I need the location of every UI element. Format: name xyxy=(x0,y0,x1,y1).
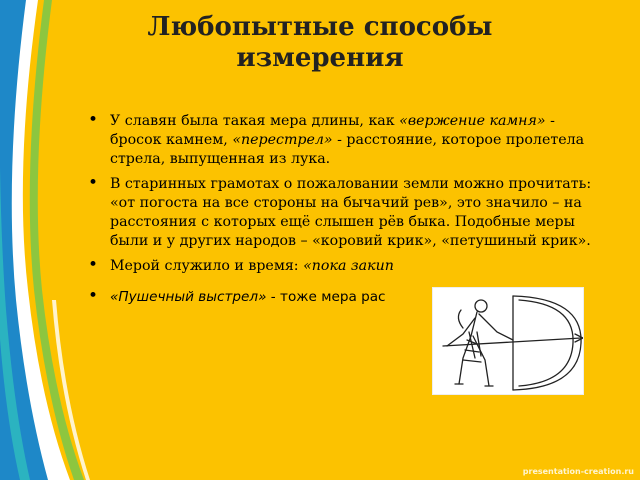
bullet-item xyxy=(88,257,608,276)
bullet-text: У славян была такая мера длины, как xyxy=(110,113,400,129)
bullet-text: - расстояние, которое пролетела стрела, выпущенная из лука. xyxy=(110,132,585,167)
bullet-text: - бросок камнем, xyxy=(110,113,555,148)
bullet-text: Мерой служило и время: xyxy=(110,258,304,274)
bullet-item xyxy=(88,112,608,169)
archer-drawing-icon xyxy=(433,288,583,394)
archer-drawing xyxy=(432,287,584,395)
bullet-text: - тоже мера рас xyxy=(266,289,386,305)
decorative-stripes xyxy=(0,0,90,480)
bullet-emphasis: «вержение камня» xyxy=(399,113,546,129)
footer-watermark: presentation-creation.ru xyxy=(522,467,634,476)
bullet-emphasis: «Пушечный выстрел» xyxy=(110,289,267,305)
bullet-emphasis: «перестрел» xyxy=(232,132,333,148)
bullet-emphasis: «пока закип xyxy=(303,258,394,274)
bullet-text: В старинных грамотах о пожаловании земли можно прочитать: «от погоста на все стороны на бычачий рев», это значило – на расстояния с которых ещё слышен рёв быка. Подобные меры были и у других народов – «коровий крик», «петушиный крик». xyxy=(110,176,592,249)
bullet-list xyxy=(88,112,608,313)
bullet-item xyxy=(88,175,608,251)
slide-title: Любопытные способы измерения xyxy=(147,12,493,73)
